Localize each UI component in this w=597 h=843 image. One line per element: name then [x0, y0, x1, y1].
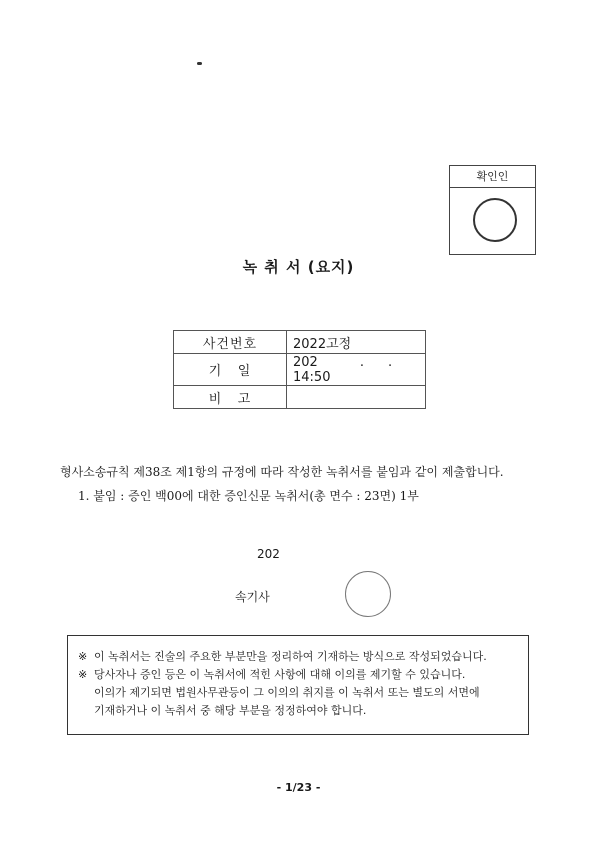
case-number-label: 사건번호 [174, 331, 287, 354]
notice-line [78, 666, 520, 684]
notice-text: 이 녹취서는 진술의 주요한 부분만을 정리하여 기재하는 방식으로 작성되었습니다. [94, 650, 487, 663]
hearing-date-value: 202 . . 14:50 [287, 354, 426, 386]
remarks-value [287, 386, 426, 409]
table-row [174, 386, 426, 409]
page-number: - 1/23 - [276, 781, 321, 794]
confirmation-seal-box [449, 165, 536, 255]
notice-text: 당사자나 증인 등은 이 녹취서에 적힌 사항에 대해 이의를 제기할 수 있습니다. [94, 668, 466, 681]
table-row [174, 331, 426, 354]
submission-date: 202 [257, 547, 280, 561]
remarks-label: 비 고 [174, 386, 287, 409]
confirm-label: 확인인 [450, 166, 535, 188]
stenographer-seal-icon [345, 571, 391, 617]
statement-line: 형사소송규칙 제38조 제1항의 규정에 따라 작성한 녹취서를 붙임과 같이 제출합니다. [60, 465, 504, 479]
hearing-date-label: 기 일 [174, 354, 287, 386]
notice-continuation: 기재하거나 이 녹취서 중 해당 부분을 정정하여야 합니다. [94, 704, 367, 717]
stenographer-label: 속기사 [235, 590, 270, 604]
notice-line [78, 648, 520, 666]
table-row [174, 354, 426, 386]
reference-mark-icon: ※ [78, 650, 88, 663]
notice-continuation: 이의가 제기되면 법원사무관등이 그 이의의 취지를 이 녹취서 또는 별도의 서면에 [94, 686, 480, 699]
reference-mark-icon: ※ [78, 668, 88, 681]
attachment-line: 1. 붙임 : 증인 백00에 대한 증인신문 녹취서(총 면수 : 23면) 1부 [78, 489, 419, 503]
document-title: 녹 취 서 (요지) [242, 258, 355, 276]
case-info-table [173, 330, 426, 409]
scan-speck [197, 62, 202, 65]
case-number-value: 2022고정 [287, 331, 426, 354]
seal-stamp-icon [473, 198, 517, 242]
notice-box [67, 635, 529, 735]
submission-text [60, 460, 560, 508]
